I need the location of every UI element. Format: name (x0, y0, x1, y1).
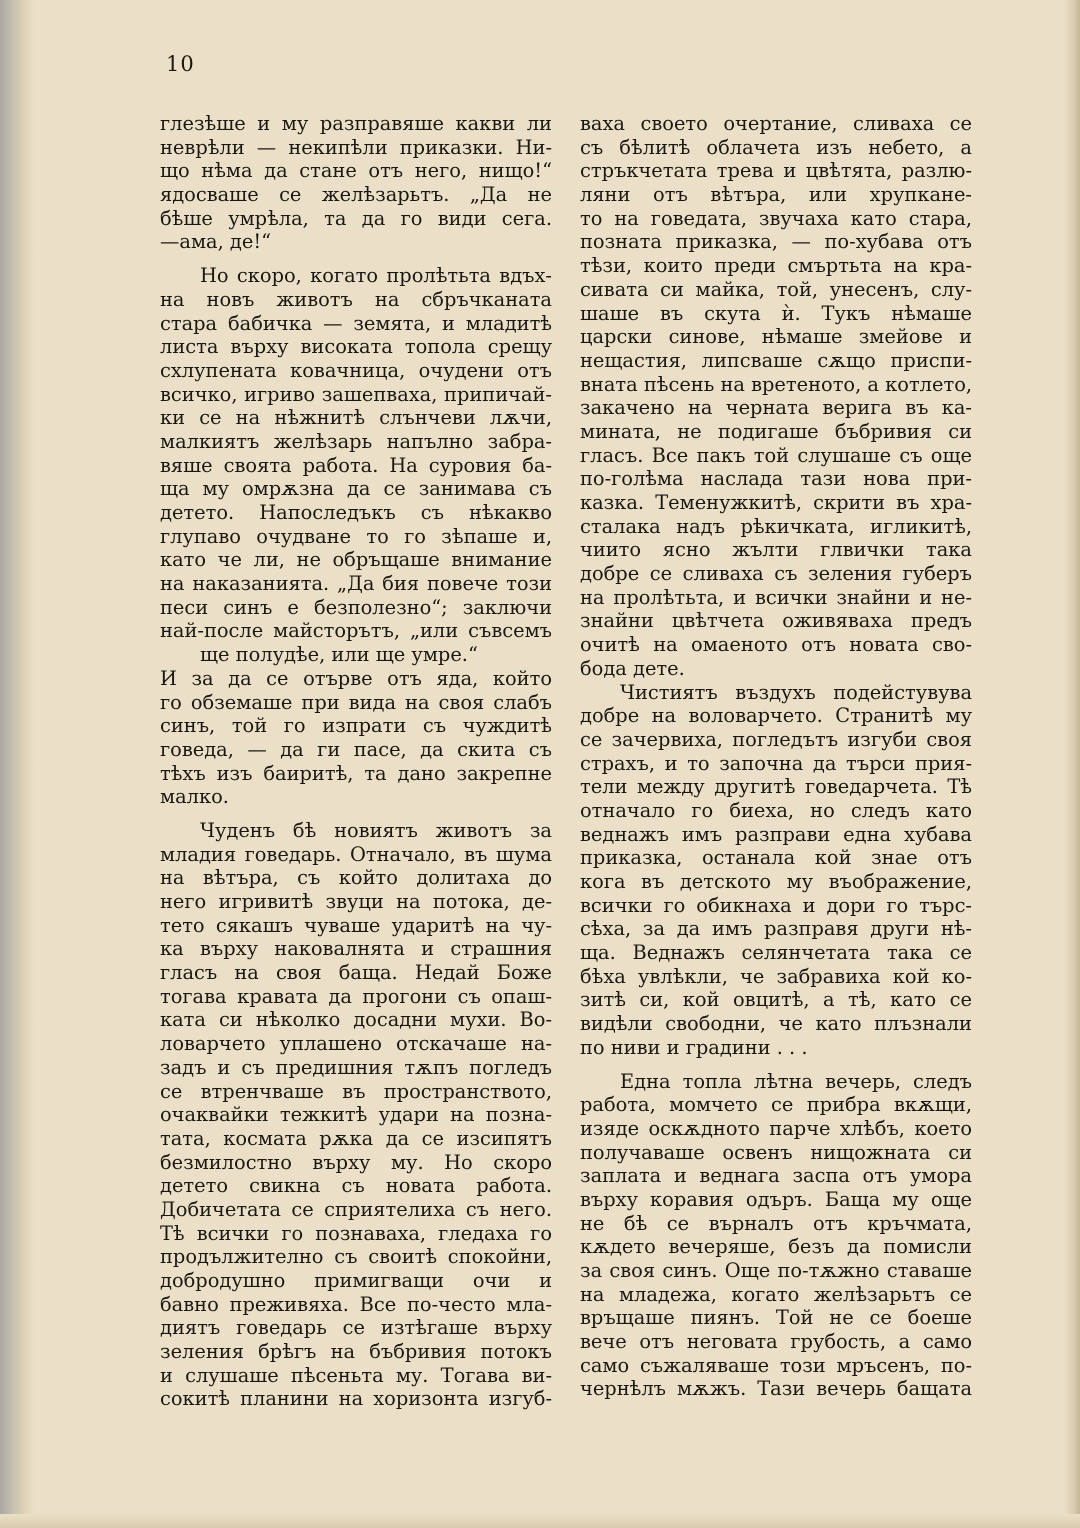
text-line: гласъ. Все пакъ той слушаше съ още (580, 443, 972, 467)
text-line: бѣха увлѣкли, че забравиха кой ко- (580, 964, 972, 988)
text-line: като че ли, не обръщаше внимание (160, 548, 552, 572)
text-line: позната приказка, — по-хубава отъ (580, 230, 972, 254)
text-line: очитѣ на омаеното отъ новата сво- (580, 633, 972, 657)
text-line: ваха своето очертание, сливаха се (580, 112, 972, 135)
text-line: ки се на нѣжнитѣ слънчеви лѫчи, (160, 406, 552, 430)
text-line: синъ, той го изпрати съ чуждитѣ (160, 714, 552, 738)
text-line: задъ и съ предишния тѫпъ погледъ (160, 1055, 552, 1079)
text-line: царски синове, нѣмаше змейове и (580, 325, 972, 349)
text-line: добре на воловарчето. Странитѣ му (580, 704, 972, 728)
text-line: приказка, останала кой знае отъ (580, 846, 972, 870)
text-line: ща. Веднажъ селянчетата така се (580, 941, 972, 965)
text-line: вната пѣсень на вретеното, а котлето, (580, 372, 972, 396)
text-line: зитѣ си, кой овцитѣ, а тѣ, като се (580, 988, 972, 1012)
text-line: тето сякашъ чуваше ударитѣ на чу- (160, 913, 552, 937)
text-line: стара бабичка — земята, и младитѣ (160, 311, 552, 335)
text-line: бавно преживяха. Все по-често мла- (160, 1292, 552, 1316)
text-line: на пролѣтьта, и всички знайни и не- (580, 585, 972, 609)
text-line: тата, космата рѫка да се изсипятъ (160, 1126, 552, 1150)
text-line: що нѣма да стане отъ него, нищо!“ (160, 159, 552, 183)
text-line: ляни отъ вѣтъра, или хрупкане- (580, 183, 972, 207)
text-line: Чуденъ бѣ новиятъ животъ за (200, 818, 552, 842)
text-line: малко. (160, 785, 229, 809)
text-line: вече отъ неговата грубость, а само (580, 1330, 972, 1354)
text-line: шаше въ скута ѝ. Тукъ нѣмаше (580, 301, 972, 325)
text-line: сокитѣ планини на хоризонта изгуб- (160, 1387, 552, 1411)
text-line: песи синъ е безполезно“; заключи (160, 595, 552, 619)
text-line: го обземаше при вида на своя слабъ (160, 690, 552, 714)
text-line: казка. Теменужкитѣ, скрити въ хра- (580, 491, 972, 514)
text-line: върху коравия одъръ. Баща му още (580, 1187, 972, 1211)
text-line: сивата си майка, той, унесенъ, слу- (580, 277, 972, 301)
text-line: очаквайки тежкитѣ удари на позна- (160, 1103, 552, 1127)
text-line: се зачервиха, погледътъ изгуби своя (580, 727, 972, 751)
text-line: заплата и веднага заспа отъ умора (580, 1164, 972, 1188)
text-line: чернѣлъ мѫжъ. Тази вечерь бащата (580, 1377, 972, 1401)
text-line: гласъ на своя баща. Недай Боже (160, 961, 552, 985)
text-line: бѣше умрѣла, та да го види сега. (160, 206, 552, 230)
text-line: детето. Напоследъкъ съ нѣкакво (160, 501, 552, 524)
text-line: само съжаляваше този мръсенъ, по- (580, 1353, 972, 1377)
text-line: сѣха, за да имъ разправя други нѣ- (580, 917, 972, 941)
text-line: —ама, де!“ (160, 230, 272, 254)
text-line: тѣзи, които преди смъртьта на кра- (580, 254, 972, 278)
text-line: ката си нѣколко досадни мухи. Во- (160, 1008, 552, 1032)
text-line: Една топла лѣтна вечерь, следъ (620, 1069, 972, 1093)
text-line: добре се сливаха съ зеления губеръ (580, 562, 972, 586)
page-binding-shadow (0, 0, 34, 1528)
text-line: изяде оскѫдното парче хлѣбъ, което (580, 1116, 972, 1140)
text-line: чиито ясно жълти глвички така (580, 538, 972, 562)
text-line: по ниви и градини . . . (580, 1035, 808, 1059)
text-line: мината, не подигаше бъбривия си (580, 419, 972, 443)
text-line: Но скоро, когато пролѣтьта вдъх- (200, 264, 552, 288)
text-line: връщаше пиянъ. Той не се боеше (580, 1306, 972, 1330)
text-line: видѣли свободни, че като плъзнали (580, 1012, 972, 1036)
text-line: Добичетата се сприятелиха съ него. (160, 1197, 552, 1221)
text-line: говеда, — да ги пасе, да скита съ (160, 737, 552, 761)
text-line: младия говедарь. Отначало, въ шума (160, 842, 552, 866)
text-line: листа върху високата топола срещу (160, 335, 552, 359)
text-line: Тѣ всички го познаваха, гледаха го (160, 1221, 552, 1245)
text-line: глупаво очудване то го зѣпаше и, (160, 524, 552, 548)
text-line: на вѣтъра, съ който долитаха до (160, 866, 552, 890)
text-line: вяше своята работа. На суровия ба- (160, 453, 552, 477)
text-line: Чистиятъ въздухъ подейстувува (620, 680, 972, 704)
text-line: детето свикна съ новата работа. (160, 1174, 552, 1198)
text-line: схлупената ковачница, очудени отъ (160, 358, 552, 382)
text-line: сталака надъ рѣкичката, игликитѣ, (580, 514, 972, 538)
text-line: на новъ животъ на сбръчканата (160, 287, 552, 311)
text-line: то на говедата, звучаха като стара, (580, 206, 972, 230)
text-line: тели между другитѣ говедарчета. Тѣ (580, 775, 972, 799)
text-line: малкиятъ желѣзарь напълно забра- (160, 429, 552, 453)
text-line: отначало го биеха, но следъ като (580, 798, 972, 822)
text-line: не бѣ се върналъ отъ кръчмата, (580, 1211, 972, 1235)
page-right-edge (1064, 0, 1080, 1528)
text-line: получаваше освенъ нищожната си (580, 1140, 972, 1164)
text-line: най-после майсторътъ, „или съвсемъ (160, 619, 552, 643)
text-line: по-голѣма наслада тази нова при- (580, 467, 972, 491)
text-line: кога въ детското му въображение, (580, 870, 972, 893)
text-line: продължително съ своитѣ спокойни, (160, 1245, 552, 1269)
text-line: безмилостно върху му. Но скоро (160, 1150, 552, 1174)
text-line: диятъ говедарь се изтѣгаше върху (160, 1316, 552, 1340)
paragraph-gap (580, 1060, 972, 1070)
text-line: тогава кравата да прогони съ опаш- (160, 984, 552, 1008)
text-line: всичко, игриво зашепваха, припичай- (160, 382, 552, 406)
paragraph-gap (160, 254, 552, 264)
text-line: добродушно примигващи очи и (160, 1269, 552, 1292)
text-column-left (160, 112, 552, 1411)
text-line: съ бѣлитѣ облачета изъ небето, а (580, 135, 972, 159)
text-line: всички го обикнаха и дори го търс- (580, 893, 972, 917)
text-line: стръкчетата трева и цвѣтята, разлю- (580, 159, 972, 183)
text-line: работа, момчето се прибра вкѫщи, (580, 1093, 972, 1117)
text-line: се втренчваше въ пространството, (160, 1079, 552, 1103)
text-line: кѫдето вечеряше, безъ да помисли (580, 1235, 972, 1259)
text-column-right (580, 112, 972, 1401)
text-line: веднажъ имъ разправи една хубава (580, 822, 972, 846)
text-line: ще полудѣе, или ще умре.“ (200, 643, 478, 667)
text-line: нещастия, липсваше сѫщо приспи- (580, 348, 972, 372)
page-bottom-edge (0, 1514, 1080, 1528)
text-line: страхъ, и то започна да търси прия- (580, 751, 972, 775)
text-line: закачено на черната верига въ ка- (580, 396, 972, 420)
text-line: ка върху наковалнята и страшния (160, 937, 552, 961)
text-line: на наказанията. „Да бия повече този (160, 572, 552, 596)
text-line: и слушаше пѣсеньта му. Тогава ви- (160, 1363, 552, 1387)
text-line: за своя синъ. Още по-тѫжно ставаше (580, 1259, 972, 1282)
text-line: на младежа, когато желѣзарьтъ се (580, 1282, 972, 1306)
text-line: ща му омрѫзна да се занимава съ (160, 477, 552, 501)
text-line: зеления брѣгъ на бъбривия потокъ (160, 1340, 552, 1364)
text-line: глезѣше и му разправяше какви ли (160, 112, 552, 135)
text-line: ловарчето уплашено отскачаше на- (160, 1032, 552, 1056)
text-line: тѣхъ изъ баиритѣ, та дано закрепне (160, 761, 552, 785)
text-line: знайни цвѣтчета оживяваха предъ (580, 609, 972, 633)
text-line: неврѣли — некипѣли приказки. Ни- (160, 135, 552, 159)
page-number: 10 (166, 52, 195, 76)
text-line: него игривитѣ звуци на потока, де- (160, 890, 552, 913)
text-line: бода дете. (580, 656, 685, 680)
paragraph-gap (160, 809, 552, 819)
text-line: И за да се отърве отъ яда, който (160, 666, 552, 690)
text-line: ядосваше се желѣзарьтъ. „Да не (160, 183, 552, 207)
